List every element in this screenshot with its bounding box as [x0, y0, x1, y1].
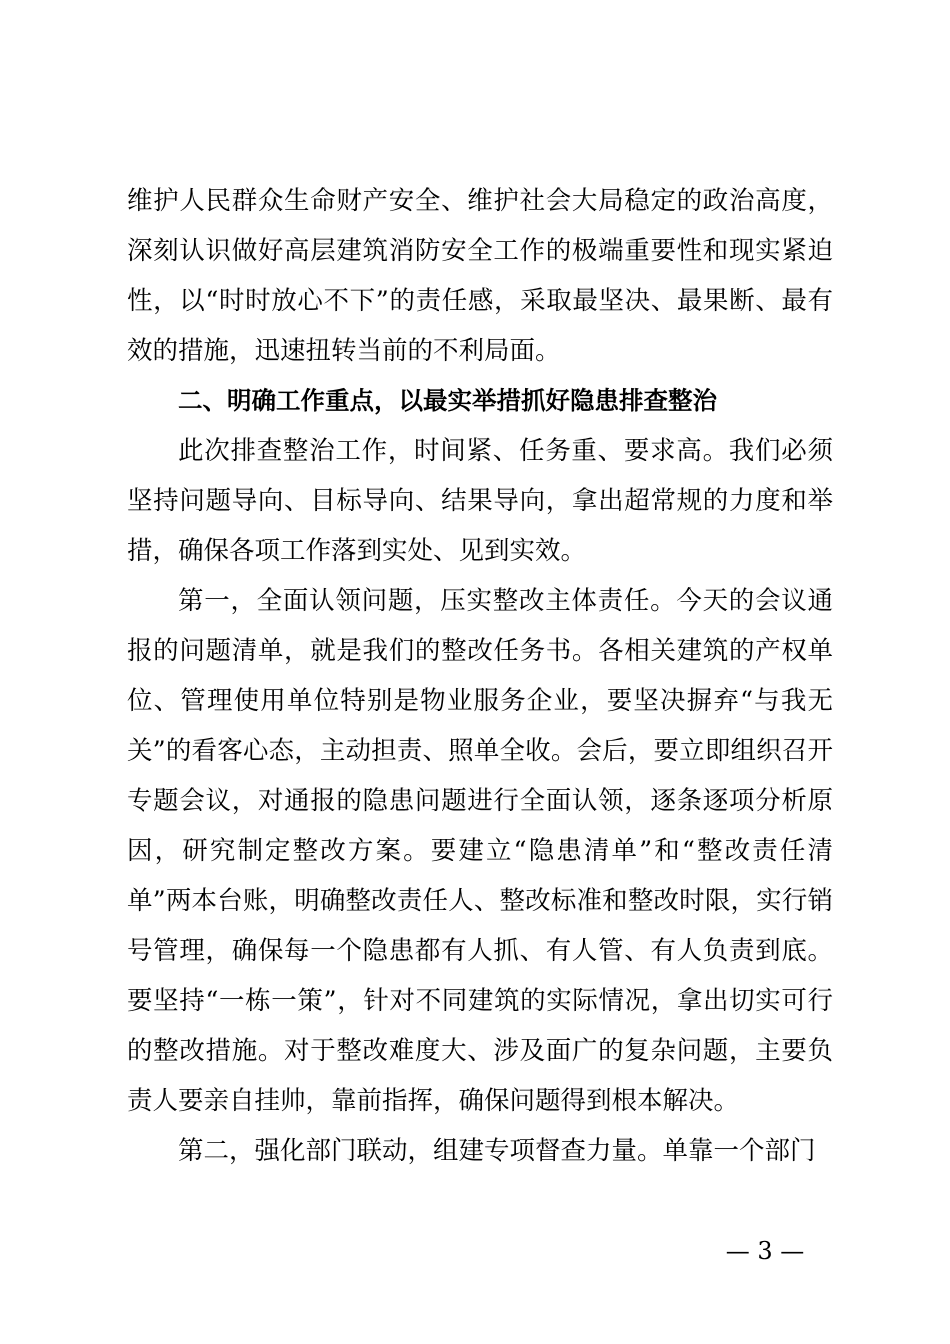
paragraph-intro: 此次排查整治工作，时间紧、任务重、要求高。我们必须坚持问题导向、目标导向、结果导向，拿出超常规的力度和举措，确保各项工作落到实处、见到实效。	[127, 436, 833, 566]
paragraph-second-point: 第二，强化部门联动，组建专项督查力量。单靠一个部门	[178, 1136, 816, 1166]
document-body	[127, 176, 833, 1176]
page-number: — 3 —	[725, 1237, 805, 1265]
paragraph-continuation: 维护人民群众生命财产安全、维护社会大局稳定的政治高度，深刻认识做好高层建筑消防安全工作的极端重要性和现实紧迫性，以“时时放心不下”的责任感，采取最坚决、最果断、最有效的措施，迅速扭转当前的不利局面。	[127, 186, 833, 366]
paragraph-first-point: 第一，全面认领问题，压实整改主体责任。今天的会议通报的问题清单，就是我们的整改任务书。各相关建筑的产权单位、管理使用单位特别是物业服务企业，要坚决摒弃“与我无关”的看客心态，主动担责、照单全收。会后，要立即组织召开专题会议，对通报的隐患问题进行全面认领，逐条逐项分析原因，研究制定整改方案。要建立“隐患清单”和“整改责任清单”两本台账，明确整改责任人、整改标准和整改时限，实行销号管理，确保每一个隐患都有人抓、有人管、有人负责到底。要坚持“一栋一策”，针对不同建筑的实际情况，拿出切实可行的整改措施。对于整改难度大、涉及面广的复杂问题，主要负责人要亲自挂帅，靠前指挥，确保问题得到根本解决。	[127, 586, 833, 1116]
section-heading: 二、明确工作重点，以最实举措抓好隐患排查整治	[178, 386, 717, 415]
